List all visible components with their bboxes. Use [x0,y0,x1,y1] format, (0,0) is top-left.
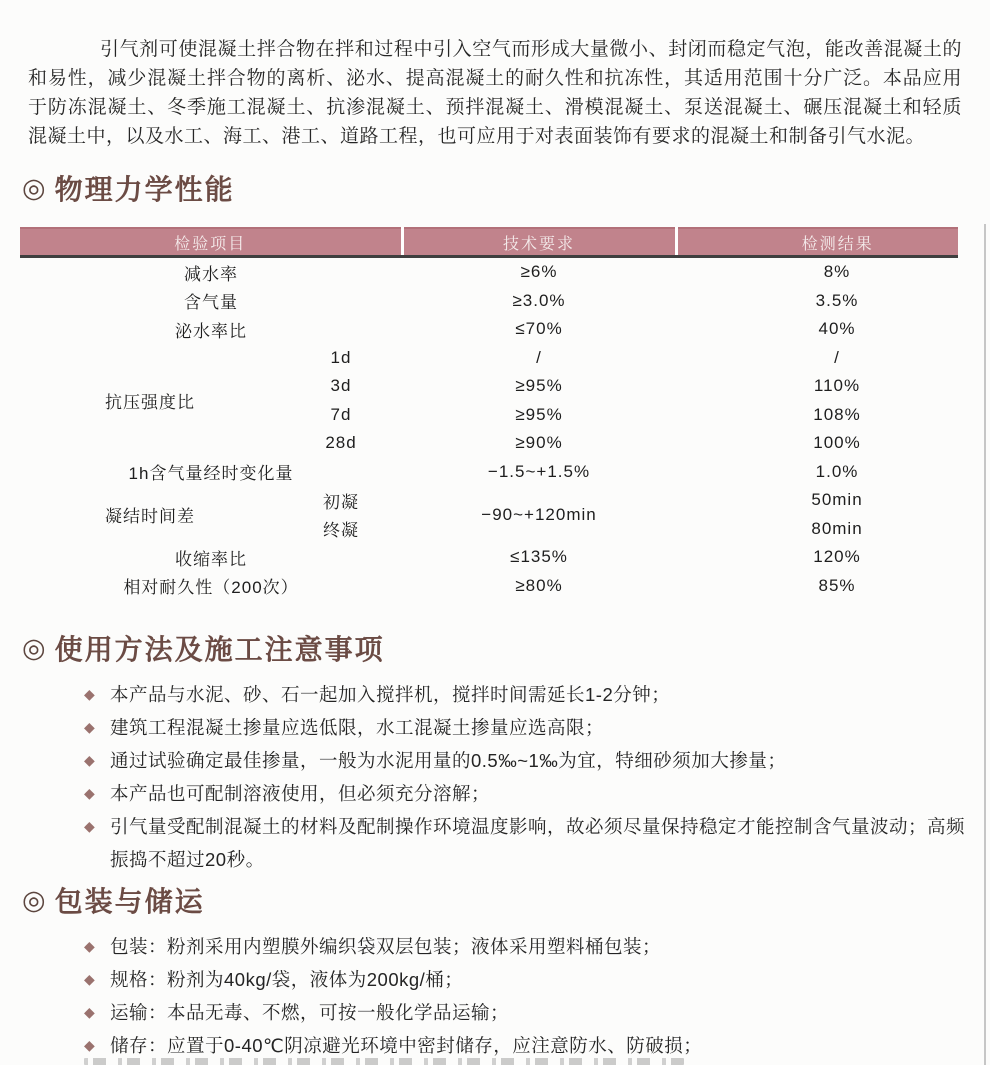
result-cell: 1.0% [815,461,859,481]
table-row [20,543,958,572]
section-title: 物理力学性能 [54,174,235,205]
list-item [0,963,990,996]
requirement-cell: ≥80% [515,575,563,595]
bullet-text: 通过试验确定最佳掺量，一般为水泥用量的0.5‰~1‰为宜，特细砂须加大掺量； [110,750,787,771]
result-cell: 8% [823,262,851,282]
bullet-text: 储存：应置于0-40℃阴凉避光环境中密封储存，应注意防水、防破损； [110,1035,703,1056]
table-row [20,572,958,601]
usage-list [0,678,990,876]
list-item [0,744,990,777]
sub-item-cell: 初凝 [323,492,359,512]
section-heading-usage [22,628,385,668]
bullet-text: 本产品与水泥、砂、石一起加入搅拌机，搅拌时间需延长1-2分钟； [110,684,671,705]
diamond-bullet-icon: ◆ [84,1004,96,1020]
result-cell: 120% [813,547,861,567]
sub-item-cell: 28d [325,433,357,453]
bullet-text: 运输：本品无毒、不燃，可按一般化学品运输； [110,1002,510,1023]
item-cell: 减水率 [184,264,238,284]
sub-item-cell: 1d [330,347,352,367]
table-row [20,458,958,487]
list-item [0,996,990,1029]
item-cell: 凝结时间差 [105,507,195,526]
diamond-bullet-icon: ◆ [84,818,96,834]
diamond-bullet-icon: ◆ [84,719,96,735]
sub-item-cell: 7d [330,404,352,424]
list-item [0,678,990,711]
diamond-bullet-icon: ◆ [84,938,96,954]
bullet-text: 本产品也可配制溶液使用，但必须充分溶解； [110,783,491,804]
result-cell: 50min [811,490,863,510]
section-marker-icon: ◎ [22,884,48,915]
requirement-cell: / [536,347,542,367]
diamond-bullet-icon: ◆ [84,971,96,987]
diamond-bullet-icon: ◆ [84,752,96,768]
table-row [20,315,958,344]
table-row [20,486,958,515]
result-cell: / [834,347,840,367]
requirement-cell: ≥3.0% [512,290,566,310]
section-marker-icon: ◎ [22,632,48,663]
sub-item-cell: 终凝 [323,521,359,541]
result-cell: 110% [813,376,861,396]
diamond-bullet-icon: ◆ [84,1037,96,1053]
item-cell: 相对耐久性（200次） [123,578,299,598]
requirement-cell: ≥6% [520,262,558,282]
section-heading-physical [22,168,235,208]
item-cell: 泌水率比 [175,321,247,341]
column-header-requirement: 技术要求 [402,228,676,257]
table-row [20,344,958,373]
diamond-bullet-icon: ◆ [84,785,96,801]
table-row [20,287,958,316]
item-cell: 收缩率比 [175,549,247,569]
section-heading-packaging [22,880,205,920]
list-item [0,930,990,963]
result-cell: 108% [813,404,861,424]
bullet-text: 规格：粉剂为40kg/袋，液体为200kg/桶； [110,969,464,990]
item-cell: 含气量 [184,293,238,313]
diamond-bullet-icon: ◆ [84,686,96,702]
requirement-cell: −1.5~+1.5% [487,461,591,481]
result-cell: 3.5% [815,290,859,310]
requirement-cell: ≥95% [515,376,563,396]
packaging-list [0,930,990,1062]
result-cell: 85% [818,575,856,595]
bullet-text: 建筑工程混凝土掺量应选低限，水工混凝土掺量应选高限； [110,717,605,738]
section-marker-icon: ◎ [22,172,48,203]
section-title: 包装与储运 [54,886,205,917]
sub-item-cell: 3d [330,376,352,396]
column-header-result: 检测结果 [676,228,958,257]
requirement-cell: ≤70% [515,319,563,339]
bullet-text: 引气量受配制混凝土的材料及配制操作环境温度影响，故必须尽量保持稳定才能控制含气量波动；高频振捣不超过20秒。 [110,816,966,870]
column-header-item: 检验项目 [20,228,402,257]
list-item [0,810,990,876]
page-edge-line [984,224,986,1065]
list-item [0,777,990,810]
result-cell: 80min [811,518,863,538]
table-header-row [20,228,958,257]
cutoff-text-fragment [84,1058,684,1065]
item-cell: 抗压强度比 [105,393,195,412]
item-cell: 1h含气量经时变化量 [128,464,294,484]
section-title: 使用方法及施工注意事项 [54,634,385,665]
table-row [20,257,958,287]
requirement-cell: −90~+120min [481,504,597,524]
result-cell: 40% [818,319,856,339]
bullet-text: 包装：粉剂采用内塑膜外编织袋双层包装；液体采用塑料桶包装； [110,936,662,957]
intro-paragraph: 引气剂可使混凝土拌合物在拌和过程中引入空气而形成大量微小、封闭而稳定气泡，能改善混凝土的和易性，减少混凝土拌合物的离析、泌水、提高混凝土的耐久性和抗冻性，其适用范围十分广泛。本品应用于防冻混凝土、冬季施工混凝土、抗渗混凝土、预拌混凝土、滑模混凝土、泵送混凝土、碾压混凝土和轻质混凝土中，以及水工、海工、港工、道路工程，也可应用于对表面装饰有要求的混凝土和制备引气水泥。 [28,39,962,147]
spec-table [20,227,958,600]
requirement-cell: ≥90% [515,433,563,453]
list-item [0,711,990,744]
requirement-cell: ≥95% [515,404,563,424]
requirement-cell: ≤135% [510,547,568,567]
result-cell: 100% [813,433,861,453]
